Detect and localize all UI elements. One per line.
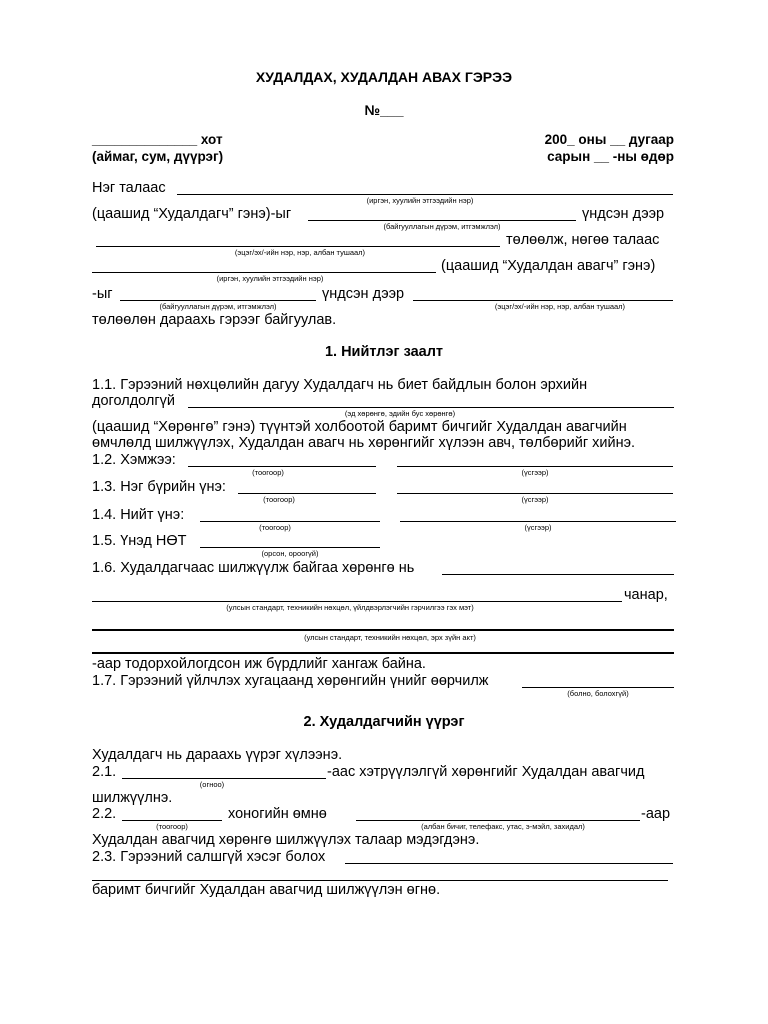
clause-1-6-end: -аар тодорхойлогдсон иж бүрдлийг хангаж байна. <box>92 656 426 672</box>
clause-2-2-text-b: -аар <box>641 806 671 822</box>
clause-1-6-quality: чанар, <box>624 587 668 603</box>
clause-1-5-label: 1.5. Үнэд НӨТ <box>92 533 187 549</box>
section1-heading: 1. Нийтлэг заалт <box>324 344 444 360</box>
party1-hint: (иргэн, хуулийн этгээдийн нэр) <box>366 196 474 205</box>
clause-2-1-line2: шилжүүлнэ. <box>92 790 173 806</box>
clause-1-5-field[interactable] <box>200 547 380 548</box>
clause-1-1-line3: (цаашид “Хөрөнгө” гэнэ) түүнтэй холбоотой баримт бичгийг Худалдан авагчийн <box>92 419 627 435</box>
clause-1-1-field[interactable] <box>188 407 674 408</box>
clause-1-1-line2: доголдолгүй <box>92 393 176 409</box>
party4-label: (цаашид “Худалдан авагч” гэнэ) <box>441 258 656 274</box>
clause-2-3-line3: баримт бичгийг Худалдан авагчид шилжүүлэн өгнө. <box>92 882 441 898</box>
clause-1-7-hint: (болно, болохгүй) <box>567 689 629 698</box>
section2-heading: 2. Худалдагчийн үүрэг <box>303 714 465 730</box>
clause-1-7-label: 1.7. Гэрээний үйлчлэх хугацаанд хөрөнгийн үнийг өөрчилж <box>92 673 489 689</box>
party3-label: төлөөлж, нөгөө талаас <box>506 232 660 248</box>
clause-1-6-field[interactable] <box>442 574 674 575</box>
date-line-2[interactable]: сарын __ -ны өдөр <box>547 149 674 164</box>
party5-hint-a: (байгууллагын дүрэм, итгэмжлэл) <box>159 302 277 311</box>
clause-1-6-label: 1.6. Худалдагчаас шилжүүлж байгаа хөрөнгө нь <box>92 560 415 576</box>
clause-1-3-hint-digits: (тоогоор) <box>263 495 295 504</box>
party2-hint: (байгууллагын дүрэм, итгэмжлэл) <box>383 222 501 231</box>
clause-2-1-hint: (огноо) <box>199 780 225 789</box>
city-field[interactable]: ______________ хот <box>92 132 223 147</box>
clause-2-2-text-a: хоногийн өмнө <box>228 806 327 822</box>
party3-line[interactable] <box>96 246 500 247</box>
clause-1-3-digits[interactable] <box>238 493 376 494</box>
clause-1-4-label: 1.4. Нийт үнэ: <box>92 507 185 523</box>
party1-line[interactable] <box>177 194 673 195</box>
party4-hint: (иргэн, хуулийн этгээдийн нэр) <box>216 274 324 283</box>
party2-label: (цаашид “Худалдагч” гэнэ)-ыг <box>92 206 292 222</box>
clause-2-1-label: 2.1. <box>92 764 117 780</box>
clause-2-2-hint-a: (тоогоор) <box>156 822 188 831</box>
party2-basis: үндсэн дээр <box>582 206 665 222</box>
contract-number: №___ <box>364 102 404 118</box>
clause-2-2-days-field[interactable] <box>122 820 222 821</box>
party5-hint-b: (эцэг/эх/-ийн нэр, нэр, албан тушаал) <box>494 302 626 311</box>
clause-1-7-field[interactable] <box>522 687 674 688</box>
clause-1-1-hint: (эд хөрөнгө, эдийн бус хөрөнгө) <box>344 409 456 418</box>
clause-1-3-words[interactable] <box>397 493 673 494</box>
party5-basis: үндсэн дээр <box>322 286 405 302</box>
clause-1-2-hint-words: (үсгээр) <box>521 468 549 477</box>
clause-1-1-line4: өмчлөлд шилжүүлэх, Худалдан авагч нь хөрөнгийг хүлээн авч, төлбөрийг хийнэ. <box>92 435 636 451</box>
clause-1-4-digits[interactable] <box>200 521 380 522</box>
party5-line-a[interactable] <box>120 300 316 301</box>
date-line-1[interactable]: 200_ оны __ дугаар <box>544 132 674 147</box>
clause-1-2-hint-digits: (тоогоор) <box>252 468 284 477</box>
clause-2-1-field[interactable] <box>122 778 326 779</box>
clause-1-2-label: 1.2. Хэмжээ: <box>92 452 176 468</box>
clause-1-6-std-line-top[interactable] <box>92 629 674 631</box>
clause-1-6-std-line-bottom[interactable] <box>92 652 674 654</box>
clause-1-4-hint-digits: (тоогоор) <box>259 523 291 532</box>
clause-1-6-hint2: (улсын стандарт, техникийн нөхцөл, эрх зүйн акт) <box>304 633 476 642</box>
party1-label: Нэг талаас <box>92 180 166 196</box>
clause-2-1-text: -аас хэтрүүлэлгүй хөрөнгийг Худалдан авагчид <box>327 764 645 780</box>
clause-2-2-label: 2.2. <box>92 806 117 822</box>
clause-2-3-field[interactable] <box>345 863 673 864</box>
party5-line-b[interactable] <box>413 300 673 301</box>
clause-2-3-label: 2.3. Гэрээний салшгүй хэсэг болох <box>92 849 326 865</box>
clause-2-2-method-field[interactable] <box>356 820 640 821</box>
party2-line[interactable] <box>308 220 576 221</box>
clause-1-6-quality-line[interactable] <box>92 601 622 602</box>
party5-label: -ыг <box>92 286 113 302</box>
party4-line[interactable] <box>92 272 436 273</box>
clause-1-2-words[interactable] <box>397 466 673 467</box>
clause-1-6-hint1: (улсын стандарт, техникийн нөхцөл, үйлдвэрлэгчийн гэрчилгээ гэх мэт) <box>226 603 474 612</box>
clause-2-2-line2: Худалдан авагчид хөрөнгө шилжүүлэх талаар мэдэгдэнэ. <box>92 832 480 848</box>
clause-1-4-hint-words: (үсгээр) <box>524 523 552 532</box>
party6-text: төлөөлөн дараахь гэрээг байгуулав. <box>92 312 337 328</box>
section2-intro: Худалдагч нь дараахь үүрэг хүлээнэ. <box>92 747 343 763</box>
clause-2-2-hint-b: (албан бичиг, телефакс, утас, э-мэйл, захидал) <box>421 822 585 831</box>
clause-2-3-field-2[interactable] <box>92 880 668 881</box>
clause-1-5-hint: (орсон, ороогүй) <box>261 549 319 558</box>
clause-1-4-words[interactable] <box>400 521 676 522</box>
document-title: ХУДАЛДАХ, ХУДАЛДАН АВАХ ГЭРЭЭ <box>255 69 513 85</box>
city-hint: (аймаг, сум, дүүрэг) <box>92 149 224 164</box>
clause-1-2-digits[interactable] <box>188 466 376 467</box>
party3-hint: (эцэг/эх/-ийн нэр, нэр, албан тушаал) <box>234 248 366 257</box>
clause-1-3-label: 1.3. Нэг бүрийн үнэ: <box>92 479 226 495</box>
clause-1-3-hint-words: (үсгээр) <box>521 495 549 504</box>
clause-1-1-line1: 1.1. Гэрээний нөхцөлийн дагуу Худалдагч нь биет байдлын болон эрхийн <box>92 377 588 393</box>
